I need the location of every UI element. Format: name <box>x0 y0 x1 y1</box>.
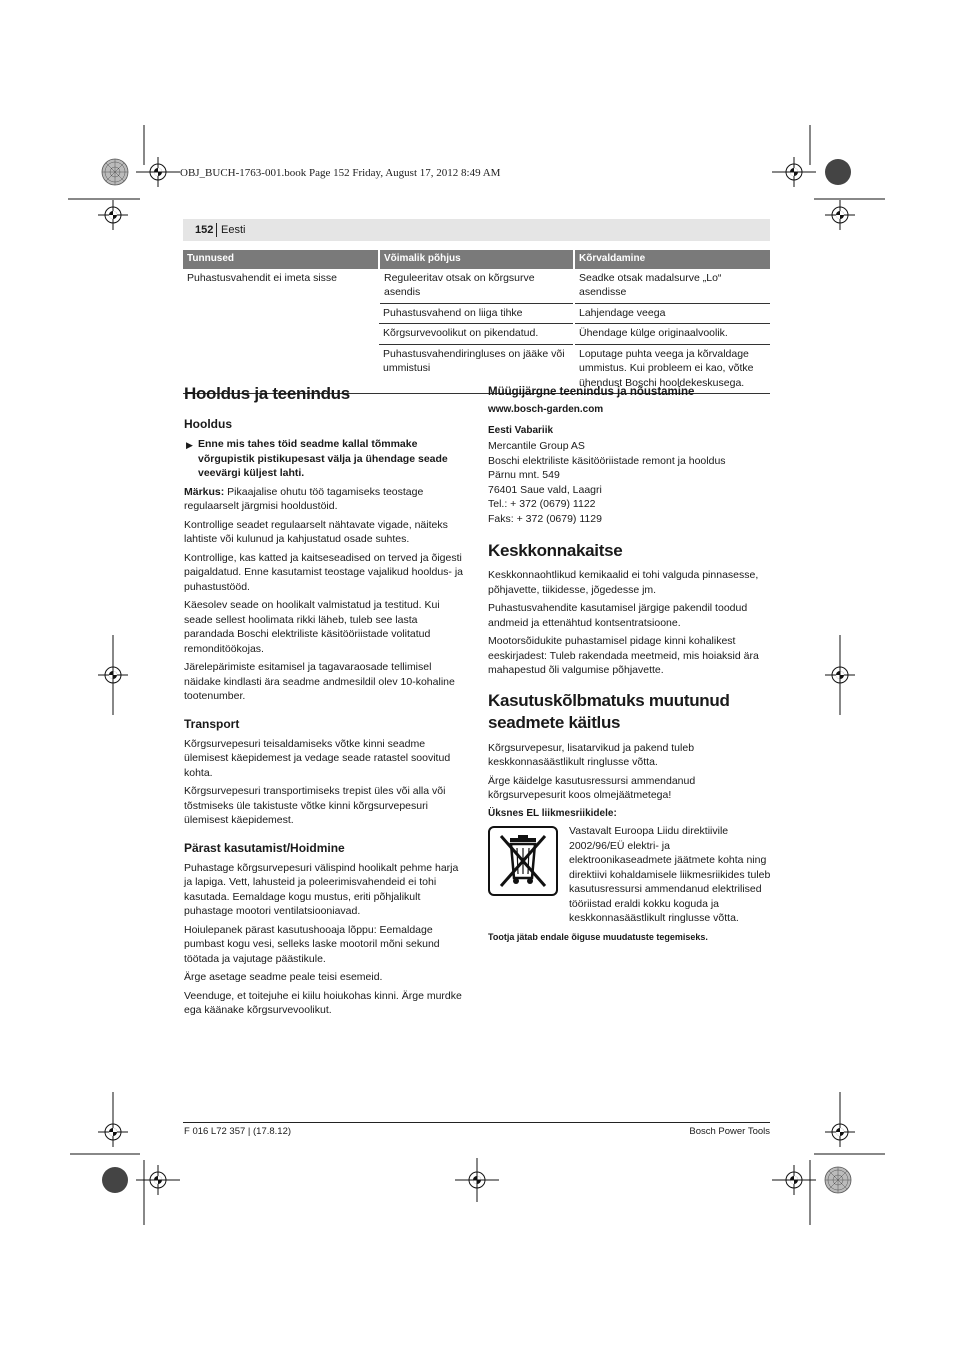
subheading-transport: Transport <box>184 716 240 731</box>
color-target-circle-icon <box>102 1167 128 1193</box>
page-number: 152 <box>195 224 214 236</box>
phone-line: Tel.: + 372 (0679) 1122 <box>488 498 596 510</box>
footer-rule <box>183 1122 770 1123</box>
left-column <box>184 383 468 1022</box>
subheading-hooldus: Hooldus <box>184 417 232 431</box>
remedy-cell: Lahjendage veega <box>574 303 770 324</box>
remedy-cell: Seadke otsak madalsurve „Lo“ asendisse <box>574 269 770 304</box>
registration-mark-icon <box>825 1117 855 1147</box>
note-label: Märkus: <box>184 485 225 498</box>
symptom-cell: Puhastusvahendit ei imeta sisse <box>183 269 379 394</box>
paragraph: Veenduge, et toitejuhe ei kiilu hoiukohas kinni. Ärge murdke ega käänake kõrgsurvevoolikut. <box>184 989 462 1016</box>
language-label: Eesti <box>221 224 246 236</box>
cause-cell: Reguleeritav otsak on kõrgsurve asendis <box>379 269 574 304</box>
table-row <box>183 269 770 304</box>
header-separator <box>216 223 217 237</box>
paragraph: Järelepärimiste esitamisel ja tagavaraosade tellimisel näidake kindlasti ära seadme andmesildil olev 10-kohaline tootenumber. <box>184 661 455 702</box>
paragraph: Ärge käidelge kasutusressursi ammendanud kõrgsurvepesurit koos olmejäätmetega! <box>488 774 696 801</box>
note-text: Pikaajalise ohutu töö tagamiseks teostage regulaarselt järgmisi hooldustöid. <box>184 485 424 512</box>
subheading-after-use: Pärast kasutamist/Hoidmine <box>184 840 345 855</box>
remedy-cell: Loputage puhta veega ja kõrvaldage ummistus. Kui probleem ei kao, võtke ühendust Boschi hooldekeskusega. <box>574 344 770 394</box>
fax-line: Faks: + 372 (0679) 1129 <box>488 512 602 525</box>
address-line: 76401 Saue vald, Laagri <box>488 483 602 496</box>
paragraph: Mootorsõidukite puhastamisel pidage kinni kohalikest eeskirjadest: Tuleb rakendada meetmeid, mis hoiaksid ära mahapestud õli valgumise põhjavette. <box>488 635 759 676</box>
table-header: Võimalik põhjus <box>379 250 574 269</box>
weee-notice <box>488 824 772 924</box>
address-line: Boschi elektriliste käsitööriistade remont ja hooldus <box>488 454 726 467</box>
weee-text: Vastavalt Euroopa Liidu direktiivile 2002/96/EÜ elektri- ja elektroonikaseadmete jäätmete kohta ning direktiivi kohaldamisele liikmesriikides tuleb kasutusressursi ammendanud elektrilised tööriistad eraldi kokku koguda ja keskkonnasäästlikult ringlusse võtta. <box>569 825 771 924</box>
remedy-cell: Ühendage külge originaalvoolik. <box>574 324 770 345</box>
cause-cell: Puhastusvahend on liiga tihke <box>379 303 574 324</box>
paragraph: Kõrgsurvepesuri teisaldamiseks võtke kinni seadme ülemisest käepidemest ja vedage seade ratastel soovitud kohta. <box>184 737 451 779</box>
table-header: Kõrvaldamine <box>574 250 770 269</box>
section-title-environment: Keskkonnakaitse <box>488 541 623 560</box>
troubleshooting-table <box>183 250 770 394</box>
warning-bullet <box>184 437 468 481</box>
paragraph: Kontrollige seadet regulaarselt nähtavate vigade, näiteks lahtiste või kulunud ja kahjustatud osade suhtes. <box>184 518 448 545</box>
service-address <box>488 439 772 526</box>
paragraph: Ärge asetage seadme peale teisi esemeid. <box>184 971 383 983</box>
paragraph: Hoiulepanek pärast kasutushooaja lõppu: Eemaldage pumbast kogu vesi, selleks laske mootoril mõni sekund töötada ja vajutage päästikule. <box>184 923 440 965</box>
section-title-disposal: Kasutuskõlbmatuks muutunud seadmete käitlus <box>488 690 730 732</box>
paragraph: Kontrollige, kas katted ja kaitseseadised on terved ja õigesti paigaldatud. Enne kasutamist teostage vajalikud hooldus- ja puhastustööd. <box>184 551 464 593</box>
address-line: Mercantile Group AS <box>488 440 585 452</box>
service-country: Eesti Vabariik <box>488 424 554 436</box>
triangle-bullet-icon: ▶ <box>186 440 193 450</box>
note-paragraph <box>184 485 468 514</box>
right-column <box>488 384 772 949</box>
footer-document-code: F 016 L72 357 | (17.8.12) <box>184 1126 292 1137</box>
footer-brand: Bosch Power Tools <box>689 1126 770 1137</box>
color-target-circle-icon <box>825 1167 851 1193</box>
color-target-circle-icon <box>825 159 851 185</box>
paragraph: Kõrgsurvepesuri transportimiseks trepist üles või alla või tõstmiseks üle takistuste võtke kinni kõrgsurvepesuri ülemisest käepidemest. <box>184 785 446 826</box>
table-header: Tunnused <box>183 250 379 269</box>
paragraph: Keskkonnaohtlikud kemikaalid ei tohi valguda pinnasesse, põhjavette, tiikidesse, jõgedesse jm. <box>488 569 759 596</box>
service-url: www.bosch-garden.com <box>488 404 604 415</box>
paragraph: Käesolev seade on hoolikalt valmistatud ja testitud. Kui seade sellest hoolimata rikki läheb, tuleb see lasta parandada Boschi elektriliste käsitööriistade volitatud remonditöökojas. <box>184 599 440 655</box>
color-target-circle-icon <box>102 159 128 185</box>
cause-cell: Kõrgsurvevoolikut on pikendatud. <box>379 324 574 345</box>
page-header-bar <box>183 219 770 241</box>
address-line: Pärnu mnt. 549 <box>488 469 560 481</box>
section-title-maintenance: Hooldus ja teenindus <box>184 384 350 403</box>
paragraph: Puhastusvahendite kasutamisel järgige pakendil toodud andmeid ja ettenähtud kontsentratsioone. <box>488 602 748 629</box>
registration-mark-icon <box>98 1117 128 1147</box>
paragraph: Puhastage kõrgsurvepesuri välispind hoolikalt pehme harja ja lapiga. Vett, lahusteid ja poleerimisvahendeid ei tohi kasutada. Eemaldage kogu mustus, eriti põhjalikult puhastage mootori ventilatsiooniavad. <box>184 861 459 917</box>
registration-mark-icon <box>825 200 855 230</box>
bullet-text: Enne mis tahes töid seadme kallal tõmmake võrgupistik pistikupesast välja ja ühendage seade veevärgi küljest lahti. <box>198 438 448 479</box>
registration-mark-icon <box>98 200 128 230</box>
paragraph: Kõrgsurvepesur, lisatarvikud ja pakend tuleb keskkonnasäästlikult ringlusse võtta. <box>488 741 695 768</box>
table-header-row <box>183 250 770 269</box>
eu-heading: Üksnes EL liikmesriikidele: <box>488 807 617 819</box>
crossed-out-wheelie-bin-icon <box>488 826 558 896</box>
subheading-service: Müügijärgne teenindus ja nõustamine <box>488 386 695 398</box>
reserve-note: Tootja jätab endale õiguse muudatuste tegemiseks. <box>488 932 708 942</box>
book-header: OBJ_BUCH-1763-001.book Page 152 Friday, August 17, 2012 8:49 AM <box>180 167 501 179</box>
cause-cell: Puhastusvahendiringluses on jääke või ummistusi <box>379 344 574 394</box>
